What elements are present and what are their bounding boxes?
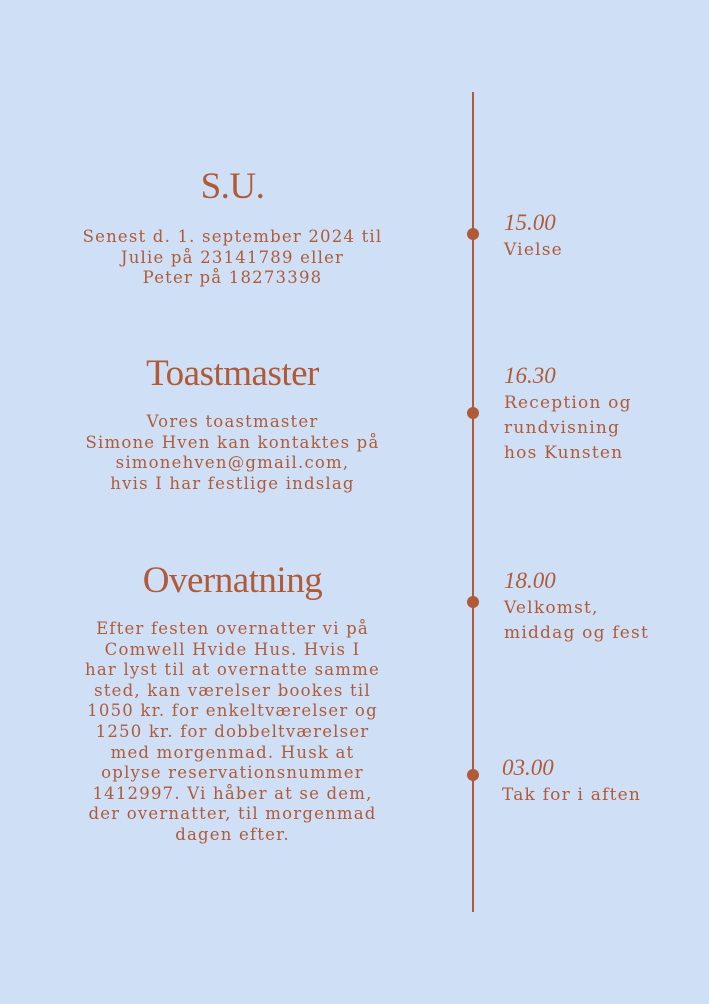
event-line: Tak for i aften <box>502 785 642 805</box>
timeline-event-dinner <box>504 569 704 646</box>
accommodation-line: der overnatter, til morgenmad <box>88 804 377 824</box>
accommodation-line: har lyst til at overnatte samme <box>85 660 380 680</box>
rsvp-line: Julie på 23141789 eller <box>120 247 345 267</box>
event-time: 16.30 <box>504 363 556 388</box>
rsvp-section <box>60 168 405 289</box>
event-line: hos Kunsten <box>504 443 624 463</box>
accommodation-text <box>60 619 405 846</box>
accommodation-line: Comwell Hvide Hus. Hvis I <box>104 639 361 659</box>
timeline-dot <box>467 228 479 240</box>
event-line: middag og fest <box>504 623 649 643</box>
timeline-dot <box>467 596 479 608</box>
accommodation-title: Overnatning <box>142 560 323 601</box>
event-description <box>504 391 704 466</box>
accommodation-section <box>60 562 405 846</box>
toastmaster-section <box>60 355 405 494</box>
event-description <box>504 596 704 646</box>
event-time: 18.00 <box>504 568 556 593</box>
timeline-line <box>472 92 474 912</box>
event-line: rundvisning <box>504 418 621 438</box>
toastmaster-line: Simone Hven kan kontaktes på <box>85 432 380 452</box>
accommodation-line: oplyse reservationsnummer <box>101 763 364 783</box>
timeline-dot <box>467 407 479 419</box>
timeline-dot <box>467 769 479 781</box>
rsvp-line: Senest d. 1. september 2024 til <box>82 227 383 246</box>
event-line: Reception og <box>504 393 632 413</box>
rsvp-text <box>60 227 405 289</box>
accommodation-line: 1412997. Vi håber at se dem, <box>92 783 373 803</box>
toastmaster-title: Toastmaster <box>146 353 319 394</box>
toastmaster-email: simonehven@gmail.com, <box>115 453 350 472</box>
accommodation-line: med morgenmad. Husk at <box>110 742 355 762</box>
timeline-event-reception <box>504 364 704 466</box>
accommodation-line: 1250 kr. for dobbeltværelser <box>95 721 370 741</box>
accommodation-line: 1050 kr. for enkeltværelser og <box>87 701 378 721</box>
toastmaster-text <box>60 412 405 494</box>
accommodation-line: Efter festen overnatter vi på <box>96 619 369 638</box>
toastmaster-line: hvis I har festlige indslag <box>110 473 355 493</box>
event-description <box>504 238 704 263</box>
event-line: Velkomst, <box>504 598 599 618</box>
rsvp-line: Peter på 18273398 <box>142 268 323 287</box>
event-time: 03.00 <box>502 755 554 780</box>
toastmaster-line: Vores toastmaster <box>146 412 319 431</box>
accommodation-line: sted, kan værelser bookes til <box>94 680 371 700</box>
event-line: Vielse <box>504 240 563 260</box>
timeline-event-ceremony <box>504 211 704 263</box>
timeline-event-farewell <box>502 756 702 808</box>
event-time: 15.00 <box>504 210 556 235</box>
rsvp-title: S.U. <box>200 166 265 207</box>
accommodation-line: dagen efter. <box>175 824 290 844</box>
event-description <box>502 783 702 808</box>
